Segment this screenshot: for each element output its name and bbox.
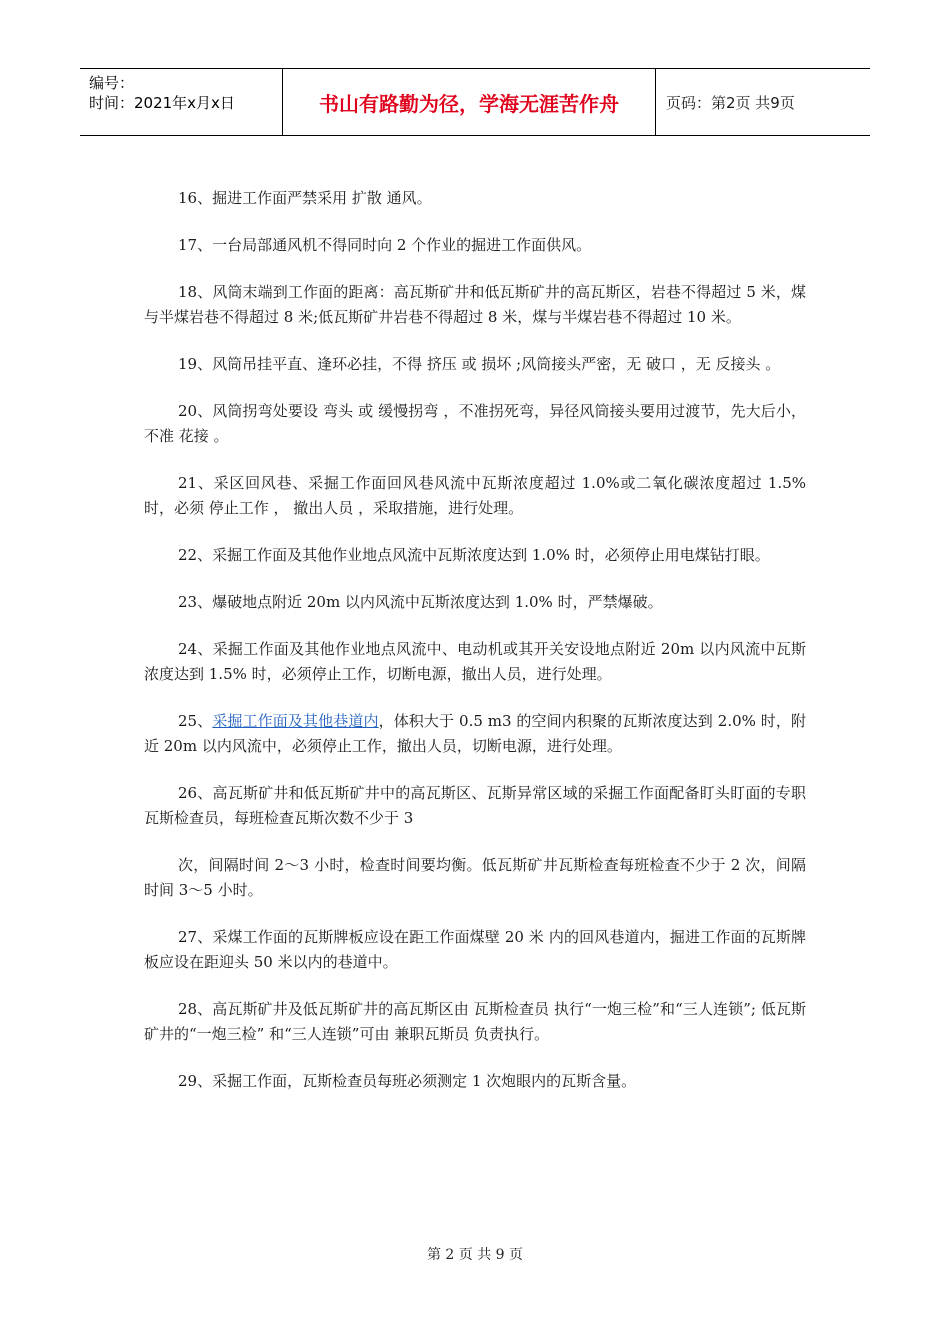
time-label: 时间：2021年x月x日 (89, 94, 235, 112)
paragraph-25 (144, 709, 806, 759)
paragraph-26: 26、高瓦斯矿井和低瓦斯矿井中的高瓦斯区、瓦斯异常区域的采掘工作面配备盯头盯面的专职瓦斯检查员，每班检查瓦斯次数不少于 3 (144, 784, 806, 827)
header-motto: 书山有路勤为径，学海无涯苦作舟 (282, 69, 656, 135)
document-body (144, 186, 806, 1116)
paragraph-16: 16、掘进工作面严禁采用 扩散 通风。 (178, 189, 432, 207)
header-meta (80, 69, 282, 135)
paragraph-27: 27、采煤工作面的瓦斯牌板应设在距工作面煤壁 20 米 内的回风巷道内，掘进工作面的瓦斯牌板应设在距迎头 50 米以内的巷道中。 (144, 928, 806, 971)
paragraph-25-rest: ，体积大于 0.5 m3 的空间内积聚的瓦斯浓度达到 2.0% 时，附近 20m 以内风流中，必须停止工作，撤出人员，切断电源，进行处理。 (144, 712, 806, 755)
paragraph-19: 19、风筒吊挂平直、逢环必挂，不得 挤压 或 损坏 ;风筒接头严密，无 破口 ，无 反接头 。 (178, 355, 781, 373)
page-footer: 第 2 页 共 9 页 (426, 1247, 524, 1263)
header-page-info: 页码：第2页 共9页 (666, 93, 795, 112)
paragraph-26-cont: 次，间隔时间 2～3 小时，检查时间要均衡。低瓦斯矿井瓦斯检查每班检查不少于 2 次，间隔时间 3～5 小时。 (144, 856, 806, 899)
paragraph-25-prefix: 25、 (178, 712, 213, 730)
paragraph-24: 24、采掘工作面及其他作业地点风流中、电动机或其开关安设地点附近 20m 以内风流中瓦斯浓度达到 1.5% 时，必须停止工作，切断电源，撤出人员，进行处理。 (144, 640, 806, 683)
paragraph-25-link[interactable]: 采掘工作面及其他巷道内 (212, 712, 379, 730)
paragraph-29: 29、采掘工作面，瓦斯检查员每班必须测定 1 次炮眼内的瓦斯含量。 (178, 1072, 637, 1090)
paragraph-21: 21、采区回风巷、采掘工作面回风巷风流中瓦斯浓度超过 1.0%或二氧化碳浓度超过 1.5%时，必须 停止工作 ， 撤出人员 ，采取措施，进行处理。 (144, 474, 806, 517)
number-label: 编号： (89, 74, 135, 92)
paragraph-18: 18、风筒末端到工作面的距离：高瓦斯矿井和低瓦斯矿井的高瓦斯区，岩巷不得超过 5 米，煤与半煤岩巷不得超过 8 米;低瓦斯矿井岩巷不得超过 8 米，煤与半煤岩巷不得超过 10 米。 (144, 283, 806, 326)
paragraph-23: 23、爆破地点附近 20m 以内风流中瓦斯浓度达到 1.0% 时，严禁爆破。 (178, 593, 663, 611)
page-header (80, 68, 870, 136)
paragraph-17: 17、一台局部通风机不得同时向 2 个作业的掘进工作面供风。 (178, 236, 592, 254)
paragraph-20: 20、风筒拐弯处要设 弯头 或 缓慢拐弯 ，不准拐死弯，异径风筒接头要用过渡节，先大后小，不准 花接 。 (144, 402, 806, 445)
paragraph-28: 28、高瓦斯矿井及低瓦斯矿井的高瓦斯区由 瓦斯检查员 执行“一炮三检”和“三人连锁”; 低瓦斯矿井的“一炮三检” 和“三人连锁”可由 兼职瓦斯员 负责执行。 (144, 1000, 806, 1043)
paragraph-22: 22、采掘工作面及其他作业地点风流中瓦斯浓度达到 1.0% 时，必须停止用电煤钻打眼。 (178, 546, 770, 564)
